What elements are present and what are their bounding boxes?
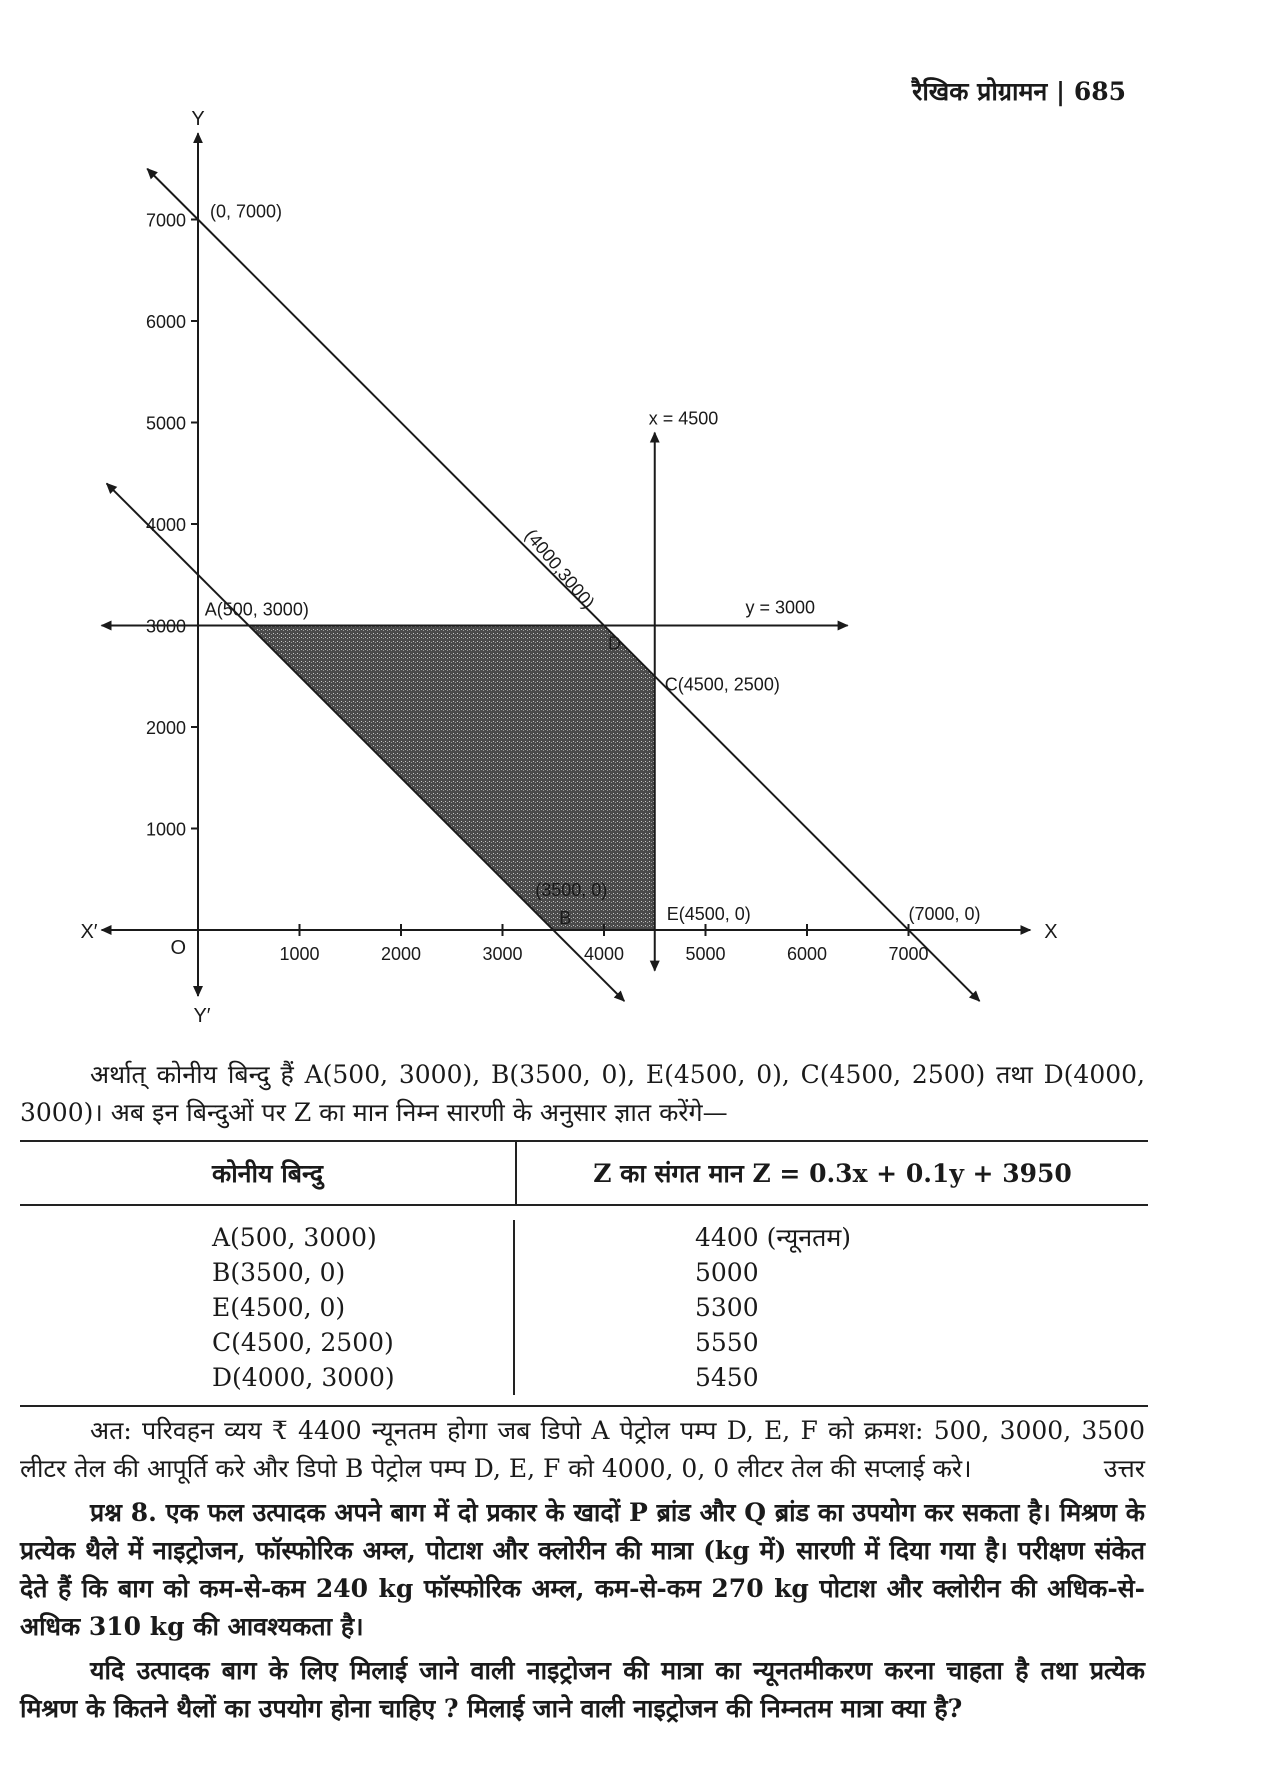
header-title: रैखिक प्रोग्रामन <box>912 77 1048 106</box>
question-8b-text: यदि उत्पादक बाग के लिए मिलाई जाने वाली नाइट्रोजन की मात्रा का न्यूनतमीकरण करना चाहता है तथा प्रत्येक मिश्रण के कितने थैलों का उपयोग होना चाहिए ? मिलाई जाने वाली नाइट्रोजन की निम्नतम मात्रा क्या है? <box>20 1656 1145 1723</box>
point-label: B <box>559 908 572 928</box>
table-cell-value: 5550 <box>695 1328 759 1357</box>
header-separator: | <box>1055 77 1066 106</box>
question-8-part-b <box>20 1652 1145 1728</box>
origin-label: O <box>170 937 186 959</box>
x-axis-label: X <box>1044 921 1058 943</box>
table-cell-value: 5000 <box>695 1258 759 1287</box>
x-tick-label: 3000 <box>482 944 523 964</box>
x-tick-label: 4000 <box>583 944 625 964</box>
answer-label: उत्तर <box>1103 1454 1145 1483</box>
table-cell-point: A(500, 3000) <box>212 1223 377 1252</box>
point-label: D <box>608 633 621 654</box>
point-label: (3500, 0) <box>535 880 608 900</box>
table-cell-point: B(3500, 0) <box>212 1258 346 1287</box>
table-header-point: कोनीय बिन्दु <box>20 1142 517 1204</box>
x-tick-label: 5000 <box>685 944 726 964</box>
y-tick-label: 2000 <box>145 718 186 738</box>
y-axis-negative-label: Y′ <box>193 1004 211 1027</box>
question-8 <box>20 1494 1145 1646</box>
z-value-table <box>20 1140 1148 1407</box>
y-tick-label: 1000 <box>145 819 186 840</box>
point-label: (4000,3000) <box>520 525 599 613</box>
page-number: 685 <box>1073 77 1126 106</box>
table-cell-point: E(4500, 0) <box>212 1293 346 1322</box>
paragraph-conclusion <box>20 1412 1145 1488</box>
y-tick-label: 6000 <box>145 312 186 332</box>
x-tick-label: 2000 <box>380 944 422 964</box>
table-cell-point: C(4500, 2500) <box>212 1328 394 1357</box>
point-label: (0, 7000) <box>210 201 283 222</box>
x-axis-negative-label: X′ <box>80 921 98 943</box>
x-tick-label: 7000 <box>888 944 929 964</box>
x-tick-label: 6000 <box>786 944 828 964</box>
y-tick-label: 7000 <box>145 210 186 231</box>
table-cell-point: D(4000, 3000) <box>212 1363 395 1392</box>
point-label: A(500, 3000) <box>204 599 309 620</box>
table-cell-value: 4400 (न्यूनतम) <box>695 1223 852 1252</box>
question-8-text: प्रश्न 8. एक फल उत्पादक अपने बाग में दो प्रकार के खादों P ब्रांड और Q ब्रांड का उपयोग कर सकता है। मिश्रण के प्रत्येक थैले में नाइट्रोजन, फॉस्फोरिक अम्ल, पोटाश और क्लोरीन की मात्रा (kg में) सारणी में दिया गया है। परीक्षण संकेत देते हैं कि बाग को कम-से-कम 240 kg फॉस्फोरिक अम्ल, कम-से-कम 270 kg पोटाश और क्लोरीन की अधिक-से-अधिक 310 kg की आवश्यकता है। <box>20 1498 1145 1641</box>
table-header-z: Z का संगत मान Z = 0.3x + 0.1y + 3950 <box>593 1159 1072 1188</box>
point-label: C(4500, 2500) <box>664 674 780 695</box>
constraint-line-label: y = 3000 <box>745 597 816 618</box>
paragraph-corner-points <box>20 1056 1145 1132</box>
table-cell-value: 5300 <box>695 1293 759 1322</box>
y-tick-label: 5000 <box>145 413 186 434</box>
point-label: (7000, 0) <box>908 904 981 924</box>
y-tick-label: 4000 <box>145 515 186 535</box>
table-cell-value: 5450 <box>695 1363 759 1392</box>
point-label: E(4500, 0) <box>666 904 751 924</box>
x-tick-label: 1000 <box>279 944 320 964</box>
y-axis-label: Y <box>191 108 205 131</box>
paragraph-corner-points-text: अर्थात् कोनीय बिन्दु हैं A(500, 3000), B(3500, 0), E(4500, 0), C(4500, 2500) तथा D(4000, 3000)। अब इन बिन्दुओं पर Z का मान निम्न सारणी के अनुसार ज्ञात करेंगे— <box>20 1060 1145 1127</box>
conclusion-text: अत: परिवहन व्यय ₹ 4400 न्यूनतम होगा जब डिपो A पेट्रोल पम्प D, E, F को क्रमश: 500, 3000, 3500 लीटर तेल की आपूर्ति करे और डिपो B पेट्रोल पम्प D, E, F को 4000, 0, 0 लीटर तेल की सप्लाई करे। <box>20 1416 1145 1483</box>
y-tick-label: 3000 <box>145 616 186 637</box>
constraint-line-label: x = 4500 <box>648 408 719 429</box>
